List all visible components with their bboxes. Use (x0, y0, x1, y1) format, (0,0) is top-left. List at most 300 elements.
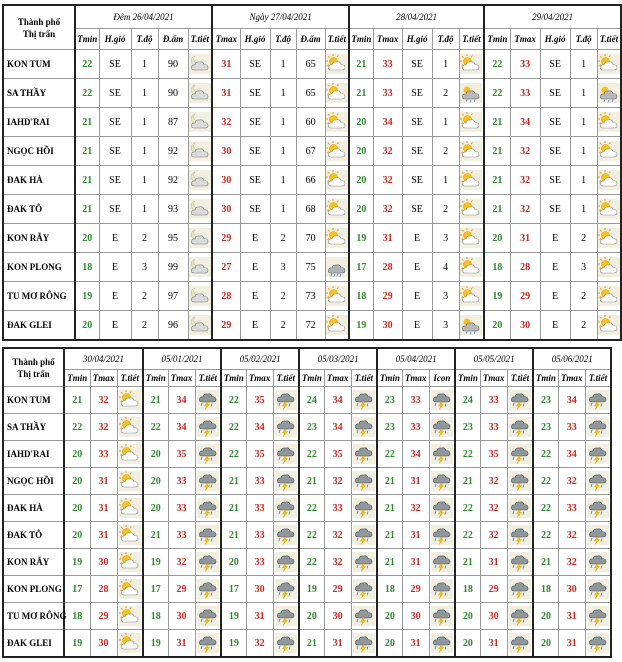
weather-cell (429, 576, 455, 603)
tmax-value: 35 (480, 441, 507, 468)
tmax-value: 32 (480, 522, 507, 549)
storm-icon (431, 498, 453, 518)
weather-cell (325, 253, 349, 282)
column-header: Tmax (480, 370, 507, 387)
humidity-value: 99 (158, 253, 188, 282)
tmax-value: 33 (373, 50, 402, 79)
table-row (3, 79, 621, 108)
tmin-value: 21 (533, 549, 558, 576)
wind-direction-value: E (540, 311, 570, 341)
sun-cloud-icon (326, 170, 348, 190)
wind-speed-value: 1 (131, 195, 158, 224)
tmax-value: 27 (212, 253, 240, 282)
storm-icon (431, 417, 453, 437)
weather-cell (507, 414, 533, 441)
city-name: KON TUM (3, 387, 64, 414)
tmax-value: 31 (212, 50, 240, 79)
column-header: T.tiết (325, 29, 349, 50)
tmax-value: 32 (324, 549, 351, 576)
tmax-value: 31 (402, 630, 429, 658)
wind-speed-value: 1 (131, 166, 158, 195)
tmin-value: 21 (64, 387, 90, 414)
tmin-value: 20 (143, 441, 168, 468)
tmax-value: 29 (168, 576, 195, 603)
tmin-value: 22 (299, 495, 324, 522)
table-row (3, 253, 621, 282)
weather-cell (585, 414, 611, 441)
tmax-value: 30 (246, 576, 273, 603)
humidity-value: 92 (158, 137, 188, 166)
tmax-value: 32 (480, 495, 507, 522)
tmax-value: 29 (402, 576, 429, 603)
city-column-header: Thành phố Thị trấn (3, 5, 75, 50)
wind-speed-value: 1 (131, 108, 158, 137)
column-header: T.độ (432, 29, 459, 50)
weather-cell (325, 224, 349, 253)
humidity-value: 68 (296, 195, 325, 224)
weather-cell (188, 224, 212, 253)
sun-cloud-icon (119, 606, 141, 626)
tmin-value: 19 (299, 576, 324, 603)
weather-cell (188, 79, 212, 108)
column-header: Icon (429, 370, 455, 387)
rain-icon (326, 257, 348, 277)
tmax-value: 32 (90, 414, 117, 441)
weather-cell (273, 495, 299, 522)
weather-cell (273, 441, 299, 468)
tmin-value: 21 (484, 137, 510, 166)
column-header: T.tiết (507, 370, 533, 387)
sun-cloud-icon (598, 199, 620, 219)
column-header: T.độ (570, 29, 597, 50)
tmin-value: 20 (299, 603, 324, 630)
city-name: KON TUM (3, 50, 75, 79)
tmin-value: 21 (75, 108, 99, 137)
wind-speed-value: 1 (131, 50, 158, 79)
wind-direction-value: SE (240, 108, 270, 137)
weather-cell (273, 576, 299, 603)
weather-cell (585, 522, 611, 549)
storm-icon (353, 498, 375, 518)
wind-speed-value: 1 (570, 50, 597, 79)
sun-cloud-icon (460, 54, 482, 74)
tmin-value: 22 (299, 522, 324, 549)
tmax-value: 33 (246, 522, 273, 549)
table-row (3, 387, 611, 414)
weather-cell (597, 311, 621, 341)
weather-cell (325, 195, 349, 224)
tmin-value: 20 (64, 468, 90, 495)
date-header: Đêm 26/04/2021 (75, 5, 212, 29)
column-header: H.gió (99, 29, 131, 50)
storm-icon (509, 390, 531, 410)
table-row (3, 282, 621, 311)
weather-cell (325, 79, 349, 108)
date-header: 05/04/2021 (377, 348, 455, 370)
column-header: T.tiết (597, 29, 621, 50)
humidity-value: 73 (296, 282, 325, 311)
tmax-value: 33 (480, 387, 507, 414)
storm-icon (353, 606, 375, 626)
wind-speed-value: 1 (270, 195, 296, 224)
weather-cell (273, 387, 299, 414)
table-row (3, 549, 611, 576)
weather-cell (429, 441, 455, 468)
sun-cloud-icon (598, 54, 620, 74)
tmax-value: 28 (510, 253, 540, 282)
city-name: ĐAK TÔ (3, 522, 64, 549)
tmax-value: 31 (90, 468, 117, 495)
wind-speed-value: 2 (570, 282, 597, 311)
tmin-value: 21 (349, 79, 373, 108)
sun-cloud-icon (326, 141, 348, 161)
night-cloud-icon (189, 54, 211, 74)
tmax-value: 34 (168, 414, 195, 441)
tmin-value: 21 (299, 468, 324, 495)
tmax-value: 34 (373, 108, 402, 137)
weather-cell (585, 549, 611, 576)
table-row (3, 50, 621, 79)
humidity-value: 90 (158, 50, 188, 79)
tmax-value: 31 (402, 468, 429, 495)
tmin-value: 21 (377, 468, 402, 495)
tmax-value: 28 (212, 282, 240, 311)
storm-icon (587, 552, 609, 572)
tmin-value: 20 (349, 195, 373, 224)
tmin-value: 18 (349, 282, 373, 311)
tmin-value: 22 (533, 522, 558, 549)
tmax-value: 35 (168, 441, 195, 468)
storm-icon (275, 525, 297, 545)
humidity-value: 70 (296, 224, 325, 253)
weather-cell (597, 253, 621, 282)
wind-direction-value: E (99, 282, 131, 311)
storm-icon (431, 606, 453, 626)
storm-icon (353, 390, 375, 410)
tmin-value: 21 (455, 549, 480, 576)
wind-direction-value: SE (240, 50, 270, 79)
tmin-value: 20 (349, 137, 373, 166)
column-header: T.độ (270, 29, 296, 50)
tmin-value: 20 (64, 522, 90, 549)
column-header: Đ.ẩm (296, 29, 325, 50)
weather-cell (429, 522, 455, 549)
weather-cell (117, 603, 143, 630)
weather-cell (429, 495, 455, 522)
table-row (3, 603, 611, 630)
weather-cell (585, 468, 611, 495)
tmax-value: 34 (558, 441, 585, 468)
wind-speed-value: 2 (270, 282, 296, 311)
column-header: Tmin (64, 370, 90, 387)
night-cloud-icon (189, 170, 211, 190)
tmax-value: 33 (168, 468, 195, 495)
sun-cloud-icon (326, 54, 348, 74)
wind-direction-value: SE (402, 137, 432, 166)
weather-cell (273, 522, 299, 549)
weather-cell (188, 137, 212, 166)
weather-cell (585, 387, 611, 414)
storm-icon (587, 525, 609, 545)
column-header: Tmin (455, 370, 480, 387)
tmin-value: 23 (533, 414, 558, 441)
table-row (3, 630, 611, 658)
weather-cell (351, 522, 377, 549)
sun-cloud-icon (119, 552, 141, 572)
storm-icon (587, 444, 609, 464)
weather-cell (188, 311, 212, 341)
weather-cell (117, 522, 143, 549)
city-name: KON RẪY (3, 224, 75, 253)
humidity-value: 90 (158, 79, 188, 108)
tmax-value: 35 (246, 441, 273, 468)
storm-icon (431, 633, 453, 653)
column-header: Tmax (402, 370, 429, 387)
wind-direction-value: SE (402, 108, 432, 137)
wind-direction-value: E (402, 282, 432, 311)
humidity-value: 87 (158, 108, 188, 137)
tmax-value: 31 (480, 549, 507, 576)
tmax-value: 28 (373, 253, 402, 282)
tmax-value: 32 (510, 137, 540, 166)
tmin-value: 22 (533, 468, 558, 495)
weather-cell (459, 79, 484, 108)
tmax-value: 34 (402, 441, 429, 468)
storm-icon (197, 390, 219, 410)
night-cloud-icon (189, 286, 211, 306)
weather-cell (597, 166, 621, 195)
tmax-value: 32 (558, 522, 585, 549)
sun-cloud-icon (460, 141, 482, 161)
sun-cloud-icon (598, 315, 620, 335)
tmin-value: 22 (75, 79, 99, 108)
tmin-value: 18 (143, 603, 168, 630)
weather-cell (429, 387, 455, 414)
wind-speed-value: 3 (432, 311, 459, 341)
storm-icon (431, 471, 453, 491)
tmax-value: 30 (558, 576, 585, 603)
tmin-value: 21 (377, 549, 402, 576)
night-cloud-icon (189, 199, 211, 219)
city-name: SA THẦY (3, 79, 75, 108)
storm-icon (509, 498, 531, 518)
tmin-value: 20 (143, 468, 168, 495)
tmin-value: 20 (349, 166, 373, 195)
humidity-value: 96 (158, 311, 188, 341)
wind-direction-value: E (240, 311, 270, 341)
humidity-value: 72 (296, 311, 325, 341)
weather-cell (351, 495, 377, 522)
tmax-value: 32 (212, 108, 240, 137)
weather-cell (325, 166, 349, 195)
tmin-value: 22 (377, 441, 402, 468)
column-header: Tmax (373, 29, 402, 50)
weather-cell (351, 387, 377, 414)
tmin-value: 20 (143, 495, 168, 522)
tmax-value: 31 (558, 630, 585, 658)
tmax-value: 34 (324, 414, 351, 441)
tmin-value: 20 (64, 495, 90, 522)
forecast-table-2 (2, 347, 612, 658)
tmin-value: 22 (299, 441, 324, 468)
tmin-value: 20 (455, 603, 480, 630)
tmin-value: 21 (221, 468, 246, 495)
weather-cell (507, 576, 533, 603)
column-header: Tmin (484, 29, 510, 50)
date-header: 05/02/2021 (221, 348, 299, 370)
weather-cell (459, 253, 484, 282)
forecast-table-1 (2, 4, 622, 341)
tmax-value: 33 (90, 441, 117, 468)
tmax-value: 33 (510, 50, 540, 79)
storm-icon (431, 579, 453, 599)
wind-direction-value: SE (240, 137, 270, 166)
tmax-value: 31 (402, 549, 429, 576)
tmax-value: 33 (168, 522, 195, 549)
tmax-value: 31 (324, 630, 351, 658)
tmin-value: 21 (455, 468, 480, 495)
weather-cell (325, 108, 349, 137)
tmax-value: 35 (246, 387, 273, 414)
tmax-value: 32 (90, 387, 117, 414)
tmax-value: 28 (90, 576, 117, 603)
sun-cloud-icon (326, 228, 348, 248)
storm-icon (275, 579, 297, 599)
wind-direction-value: E (240, 253, 270, 282)
humidity-value: 65 (296, 50, 325, 79)
wind-speed-value: 2 (131, 282, 158, 311)
weather-cell (597, 79, 621, 108)
tmax-value: 30 (90, 549, 117, 576)
tmin-value: 17 (349, 253, 373, 282)
storm-icon (353, 579, 375, 599)
wind-speed-value: 1 (270, 108, 296, 137)
city-name: NGỌC HỒI (3, 137, 75, 166)
tmax-value: 31 (558, 603, 585, 630)
column-header: Tmin (377, 370, 402, 387)
wind-direction-value: SE (402, 50, 432, 79)
wind-speed-value: 1 (570, 79, 597, 108)
tmax-value: 33 (402, 414, 429, 441)
wind-direction-value: SE (402, 195, 432, 224)
weather-cell (507, 495, 533, 522)
tmin-value: 19 (349, 311, 373, 341)
tmax-value: 31 (246, 603, 273, 630)
wind-speed-value: 1 (131, 137, 158, 166)
sun-cloud-icon (326, 286, 348, 306)
storm-icon (197, 498, 219, 518)
weather-cell (429, 603, 455, 630)
weather-cell (585, 630, 611, 658)
tmax-value: 30 (402, 603, 429, 630)
storm-icon (197, 633, 219, 653)
humidity-value: 67 (296, 137, 325, 166)
tmin-value: 22 (299, 549, 324, 576)
table-row (3, 195, 621, 224)
weather-cell (325, 282, 349, 311)
table-row (3, 576, 611, 603)
tmin-value: 17 (221, 576, 246, 603)
wind-speed-value: 2 (570, 224, 597, 253)
table-row (3, 414, 611, 441)
storm-icon (587, 390, 609, 410)
wind-direction-value: E (402, 253, 432, 282)
weather-cell (325, 137, 349, 166)
sun-cloud-icon (460, 170, 482, 190)
weather-cell (195, 522, 221, 549)
wind-direction-value: SE (540, 137, 570, 166)
tmax-value: 32 (373, 195, 402, 224)
column-header: T.tiết (117, 370, 143, 387)
tmin-value: 21 (143, 387, 168, 414)
weather-cell (273, 414, 299, 441)
storm-icon (431, 525, 453, 545)
tmin-value: 23 (299, 414, 324, 441)
tmin-value: 19 (349, 224, 373, 253)
weather-cell (351, 603, 377, 630)
sun-cloud-icon (460, 112, 482, 132)
wind-direction-value: E (402, 224, 432, 253)
cloud-icon (598, 83, 620, 103)
tmin-value: 22 (221, 387, 246, 414)
tmax-value: 30 (212, 195, 240, 224)
weather-cell (597, 224, 621, 253)
weather-cell (597, 137, 621, 166)
weather-cell (273, 603, 299, 630)
humidity-value: 60 (296, 108, 325, 137)
tmax-value: 33 (558, 414, 585, 441)
tmax-value: 32 (558, 549, 585, 576)
humidity-value: 92 (158, 166, 188, 195)
storm-icon (275, 390, 297, 410)
tmin-value: 20 (484, 311, 510, 341)
tmin-value: 19 (221, 630, 246, 658)
tmin-value: 23 (533, 387, 558, 414)
city-name: ĐAK HÀ (3, 495, 64, 522)
weather-cell (429, 630, 455, 658)
tmin-value: 19 (221, 603, 246, 630)
sun-cloud-icon (326, 315, 348, 335)
column-header: T.tiết (273, 370, 299, 387)
tmax-value: 33 (246, 495, 273, 522)
date-header: 28/04/2021 (349, 5, 484, 29)
date-header: 05/03/2021 (299, 348, 377, 370)
tmin-value: 18 (533, 576, 558, 603)
wind-speed-value: 2 (270, 311, 296, 341)
storm-icon (353, 471, 375, 491)
storm-icon (275, 417, 297, 437)
weather-cell (117, 549, 143, 576)
city-name: TU MƠ RÔNG (3, 603, 64, 630)
tmax-value: 32 (246, 630, 273, 658)
tmax-value: 31 (90, 495, 117, 522)
weather-cell (459, 166, 484, 195)
wind-direction-value: SE (240, 79, 270, 108)
table-row (3, 441, 611, 468)
wind-speed-value: 2 (570, 311, 597, 341)
tmin-value: 21 (75, 137, 99, 166)
weather-cell (188, 50, 212, 79)
date-header: 30/04/2021 (64, 348, 143, 370)
weather-cell (429, 468, 455, 495)
tmax-value: 33 (246, 468, 273, 495)
wind-speed-value: 2 (270, 224, 296, 253)
storm-icon (509, 444, 531, 464)
tmax-value: 32 (373, 166, 402, 195)
city-name: KON PLONG (3, 576, 64, 603)
tmin-value: 20 (377, 603, 402, 630)
weather-cell (351, 630, 377, 658)
